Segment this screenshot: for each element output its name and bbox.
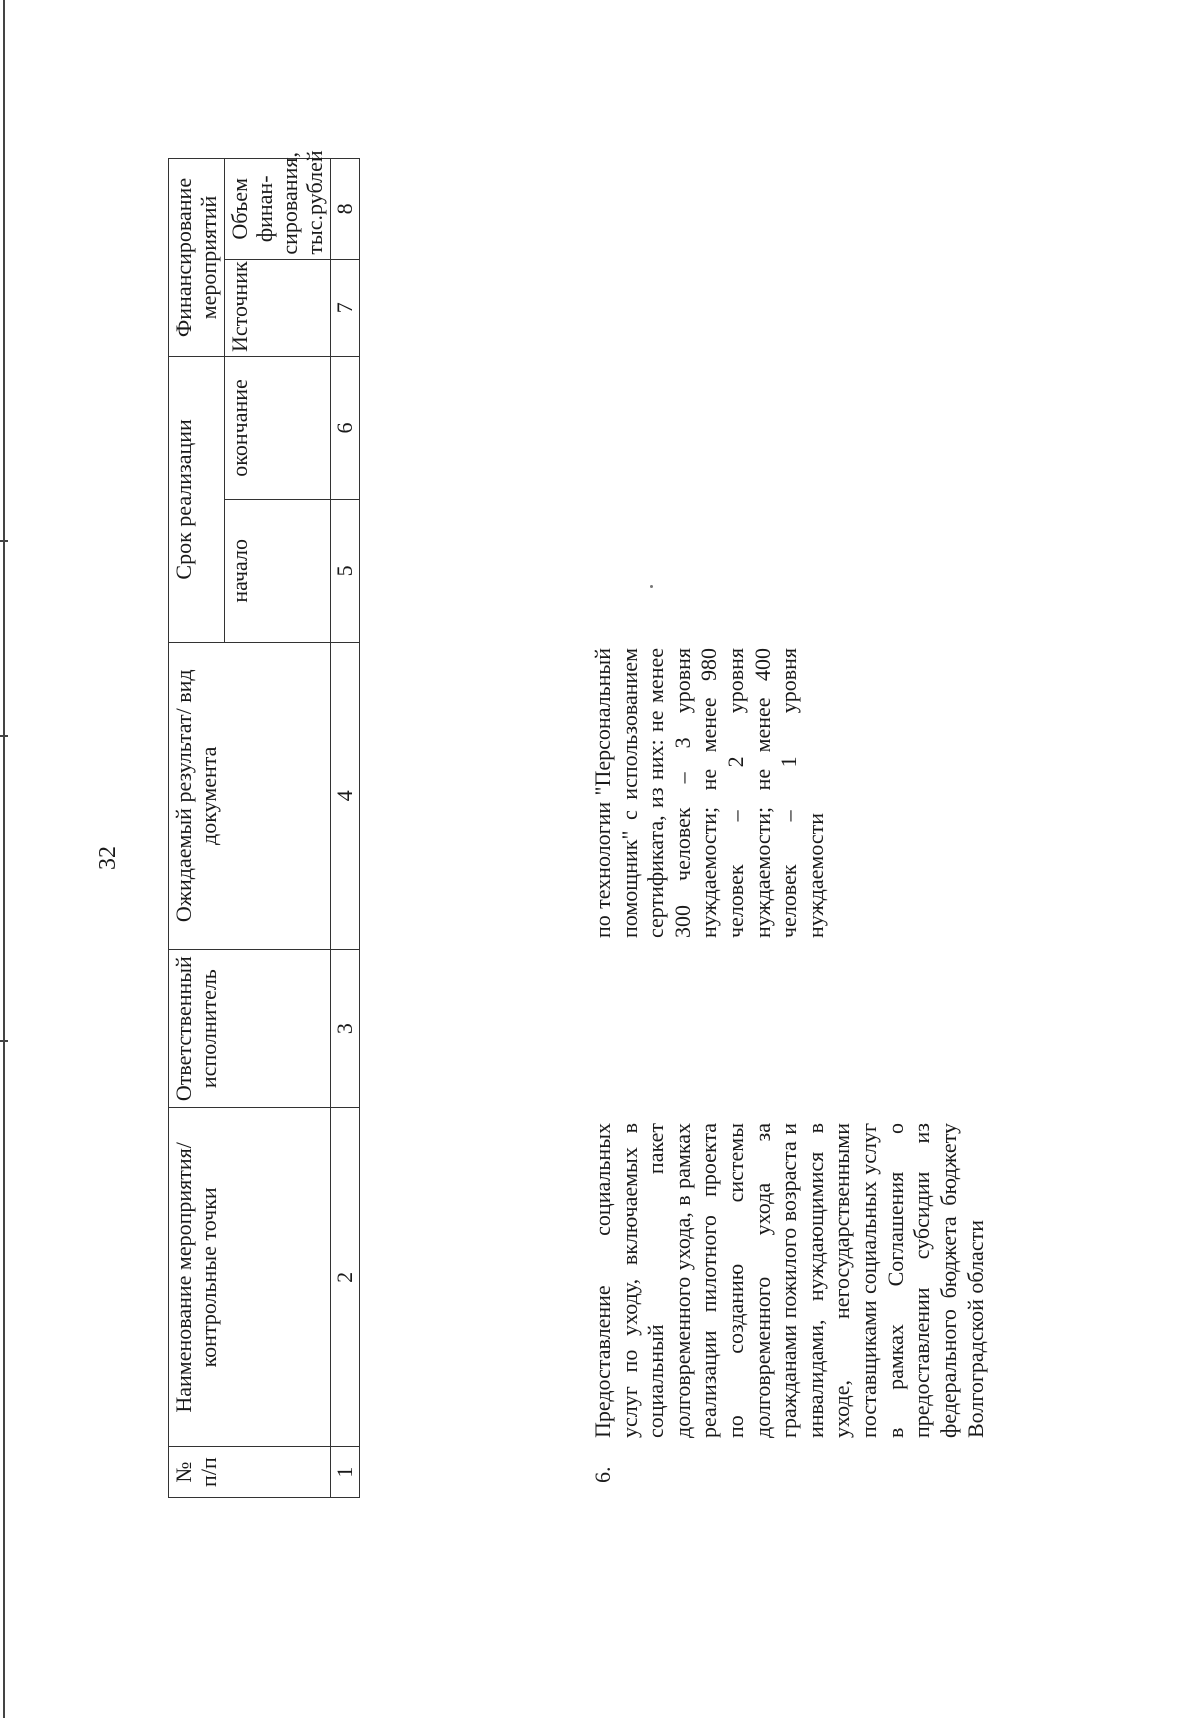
- header-result: Ожидаемый результат/ вид документа: [169, 642, 331, 949]
- row-result: по технологии "Персональный помощник" с использованием сертификата, из них: не менее 300 человек – 3 уровня нуждаемости; не менее 980 человек – 2 уровня нуждаемости; не менее 400 человек – 1 уровня нуждаемости: [590, 648, 828, 938]
- header-period-end: окончание: [224, 356, 330, 499]
- plan-table: [168, 150, 360, 1498]
- column-number: 1: [330, 1447, 359, 1498]
- header-period-start: начало: [224, 499, 330, 642]
- page-number: 32: [95, 846, 121, 870]
- column-number: 2: [330, 1108, 359, 1447]
- column-number: 7: [330, 259, 359, 356]
- column-number: 5: [330, 499, 359, 642]
- header-num: № п/п: [169, 1447, 331, 1498]
- column-number-row: [330, 159, 359, 1498]
- header-financing: Финансирование мероприятий: [169, 159, 225, 357]
- header-executor: Ответственный исполнитель: [169, 949, 331, 1108]
- header-period: Срок реализации: [169, 356, 225, 642]
- column-number: 4: [330, 642, 359, 949]
- header-row: [169, 159, 225, 1498]
- column-number: 6: [330, 356, 359, 499]
- row-name: Предоставление социальных услуг по уходу, включаемых в социальный пакет долговременного ухода, в рамках реализации пилотного проекта по созданию системы долговременного ухода за гражданами пожилого возраста и инвалидами, нуждающимися в уходе, негосударственными поставщиками социальных услуг в рамках Соглашения о предоставлении субсидии из федерального бюджета бюджету Волгоградской области: [590, 1123, 988, 1438]
- column-number: 8: [330, 159, 359, 260]
- row-number: 6.: [590, 1466, 615, 1483]
- scan-speck: [650, 585, 653, 588]
- header-fin-source: Источник: [224, 259, 330, 356]
- header-fin-volume: Объем финан- сирования, тыс.рублей: [224, 159, 330, 260]
- column-number: 3: [330, 949, 359, 1108]
- header-name: Наименование мероприятия/ контрольные точки: [169, 1108, 331, 1447]
